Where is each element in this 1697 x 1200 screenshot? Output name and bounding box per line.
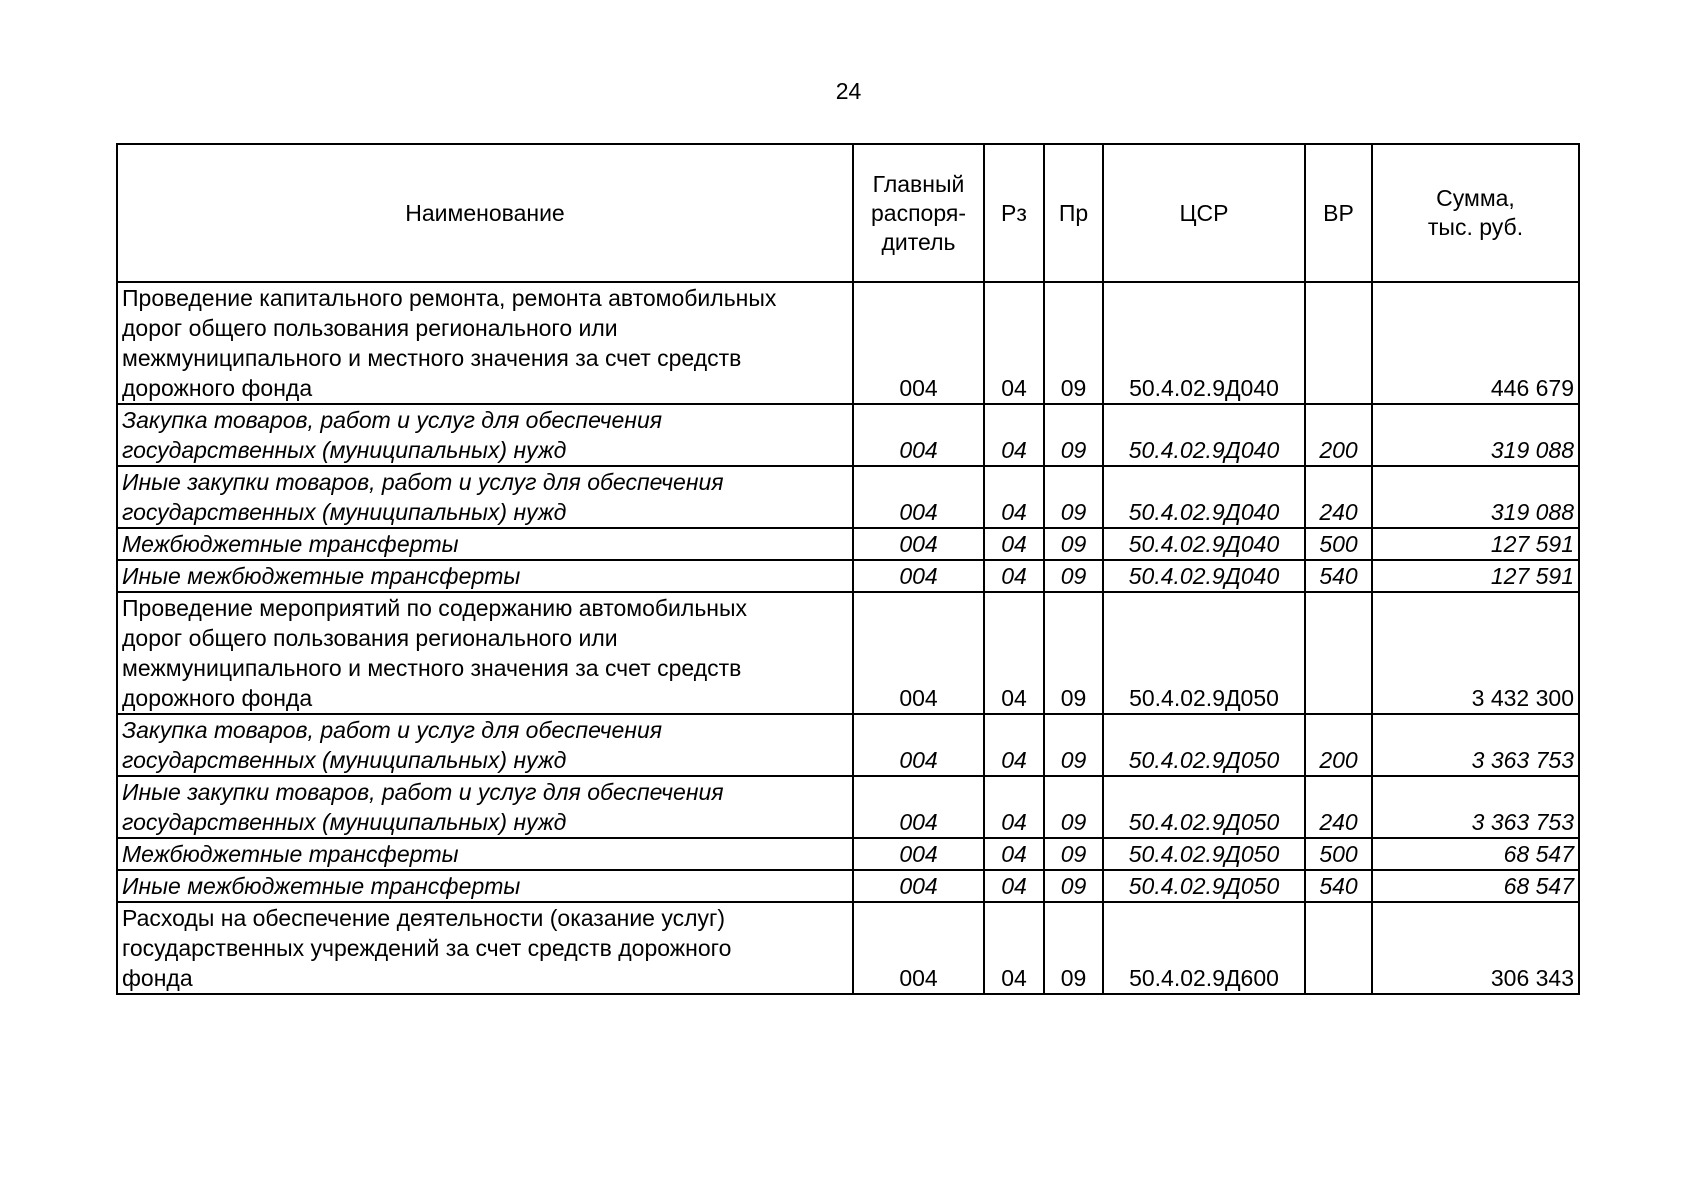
cell-grbs: 004 [853, 902, 984, 994]
cell-grbs: 004 [853, 560, 984, 592]
table-row [117, 528, 1579, 560]
table-row [117, 592, 1579, 714]
cell-sum: 127 591 [1372, 528, 1579, 560]
cell-pr: 09 [1044, 282, 1103, 404]
cell-pr: 09 [1044, 838, 1103, 870]
cell-name [117, 870, 853, 902]
cell-pr: 09 [1044, 870, 1103, 902]
cell-csr: 50.4.02.9Д050 [1103, 838, 1305, 870]
cell-name-line: Иные закупки товаров, работ и услуг для обеспечения [122, 779, 724, 805]
cell-name-line: Расходы на обеспечение деятельности (оказание услуг) [122, 905, 726, 931]
cell-name-line: межмуниципального и местного значения за счет средств [122, 345, 742, 371]
header-name: Наименование [117, 144, 853, 282]
cell-sum: 3 363 753 [1372, 776, 1579, 838]
cell-vr [1305, 592, 1372, 714]
cell-name-line: межмуниципального и местного значения за счет средств [122, 655, 742, 681]
header-row [117, 144, 1579, 282]
cell-csr: 50.4.02.9Д600 [1103, 902, 1305, 994]
cell-csr: 50.4.02.9Д040 [1103, 404, 1305, 466]
cell-name-line: Закупка товаров, работ и услуг для обеспечения [122, 717, 663, 743]
cell-rz: 04 [984, 870, 1044, 902]
cell-rz: 04 [984, 404, 1044, 466]
header-pr: Пр [1044, 144, 1103, 282]
cell-name-line: Закупка товаров, работ и услуг для обеспечения [122, 407, 663, 433]
table-row [117, 870, 1579, 902]
header-vr: ВР [1305, 144, 1372, 282]
cell-rz: 04 [984, 714, 1044, 776]
cell-rz: 04 [984, 560, 1044, 592]
cell-csr: 50.4.02.9Д050 [1103, 776, 1305, 838]
cell-name-line: государственных (муниципальных) нужд [122, 437, 567, 463]
cell-rz: 04 [984, 902, 1044, 994]
table-row [117, 714, 1579, 776]
cell-sum: 306 343 [1372, 902, 1579, 994]
cell-name-line: Проведение капитального ремонта, ремонта автомобильных [122, 285, 777, 311]
cell-sum: 68 547 [1372, 838, 1579, 870]
cell-vr: 200 [1305, 404, 1372, 466]
cell-vr: 540 [1305, 560, 1372, 592]
cell-sum: 3 432 300 [1372, 592, 1579, 714]
table-row [117, 902, 1579, 994]
cell-name-line: дорог общего пользования регионального или [122, 315, 618, 341]
cell-grbs: 004 [853, 776, 984, 838]
cell-sum: 68 547 [1372, 870, 1579, 902]
cell-sum: 319 088 [1372, 404, 1579, 466]
cell-grbs: 004 [853, 714, 984, 776]
cell-name [117, 902, 853, 994]
cell-grbs: 004 [853, 870, 984, 902]
table-row [117, 404, 1579, 466]
cell-name [117, 714, 853, 776]
cell-name-line: Иные межбюджетные трансферты [122, 563, 521, 589]
header-sum-line: Сумма, [1436, 185, 1515, 211]
cell-vr: 500 [1305, 838, 1372, 870]
table-row [117, 466, 1579, 528]
cell-pr: 09 [1044, 560, 1103, 592]
header-grbs-line: Главный [872, 170, 965, 197]
cell-name [117, 404, 853, 466]
header-grbs-line: дитель [881, 228, 956, 255]
cell-name-line: государственных (муниципальных) нужд [122, 747, 567, 773]
cell-grbs: 004 [853, 404, 984, 466]
cell-name [117, 776, 853, 838]
cell-sum: 319 088 [1372, 466, 1579, 528]
table-body [117, 282, 1579, 994]
page-number: 24 [835, 78, 862, 104]
header-sum-line: тыс. руб. [1427, 214, 1524, 240]
cell-name-line: Межбюджетные трансферты [122, 841, 459, 867]
cell-name-line: дорог общего пользования регионального или [122, 625, 618, 651]
cell-name-line: Проведение мероприятий по содержанию автомобильных [122, 595, 748, 621]
cell-name-line: государственных (муниципальных) нужд [122, 499, 567, 525]
cell-name [117, 560, 853, 592]
cell-vr: 240 [1305, 776, 1372, 838]
cell-pr: 09 [1044, 528, 1103, 560]
cell-name-line: Иные закупки товаров, работ и услуг для обеспечения [122, 469, 724, 495]
table-row [117, 560, 1579, 592]
cell-name [117, 838, 853, 870]
table-header [117, 144, 1579, 282]
header-rz: Рз [984, 144, 1044, 282]
cell-pr: 09 [1044, 902, 1103, 994]
cell-rz: 04 [984, 528, 1044, 560]
cell-name-line: государственных (муниципальных) нужд [122, 809, 567, 835]
cell-csr: 50.4.02.9Д050 [1103, 714, 1305, 776]
cell-grbs: 004 [853, 466, 984, 528]
table-row [117, 838, 1579, 870]
cell-csr: 50.4.02.9Д040 [1103, 466, 1305, 528]
cell-pr: 09 [1044, 404, 1103, 466]
budget-table [116, 143, 1580, 995]
cell-csr: 50.4.02.9Д050 [1103, 592, 1305, 714]
cell-vr: 540 [1305, 870, 1372, 902]
cell-rz: 04 [984, 776, 1044, 838]
cell-pr: 09 [1044, 776, 1103, 838]
cell-sum: 127 591 [1372, 560, 1579, 592]
cell-name-line: дорожного фонда [122, 375, 313, 401]
cell-vr: 200 [1305, 714, 1372, 776]
cell-rz: 04 [984, 466, 1044, 528]
cell-vr [1305, 282, 1372, 404]
cell-grbs: 004 [853, 592, 984, 714]
cell-name-line: дорожного фонда [122, 685, 313, 711]
cell-sum: 446 679 [1372, 282, 1579, 404]
table-row [117, 282, 1579, 404]
cell-name-line: государственных учреждений за счет средств дорожного [122, 935, 732, 961]
header-csr: ЦСР [1103, 144, 1305, 282]
cell-pr: 09 [1044, 714, 1103, 776]
cell-name [117, 466, 853, 528]
cell-csr: 50.4.02.9Д050 [1103, 870, 1305, 902]
cell-vr: 240 [1305, 466, 1372, 528]
header-sum [1372, 144, 1579, 282]
cell-rz: 04 [984, 592, 1044, 714]
cell-grbs: 004 [853, 528, 984, 560]
cell-csr: 50.4.02.9Д040 [1103, 282, 1305, 404]
cell-pr: 09 [1044, 466, 1103, 528]
cell-vr [1305, 902, 1372, 994]
cell-name-line: Межбюджетные трансферты [122, 531, 459, 557]
cell-pr: 09 [1044, 592, 1103, 714]
cell-name-line: Иные межбюджетные трансферты [122, 873, 521, 899]
cell-name [117, 528, 853, 560]
cell-rz: 04 [984, 282, 1044, 404]
cell-csr: 50.4.02.9Д040 [1103, 560, 1305, 592]
cell-sum: 3 363 753 [1372, 714, 1579, 776]
cell-grbs: 004 [853, 838, 984, 870]
cell-csr: 50.4.02.9Д040 [1103, 528, 1305, 560]
cell-grbs: 004 [853, 282, 984, 404]
header-grbs [853, 144, 984, 282]
cell-name [117, 282, 853, 404]
table-row [117, 776, 1579, 838]
cell-name [117, 592, 853, 714]
cell-rz: 04 [984, 838, 1044, 870]
cell-name-line: фонда [122, 965, 193, 991]
cell-vr: 500 [1305, 528, 1372, 560]
header-grbs-line: распоря- [871, 199, 966, 226]
